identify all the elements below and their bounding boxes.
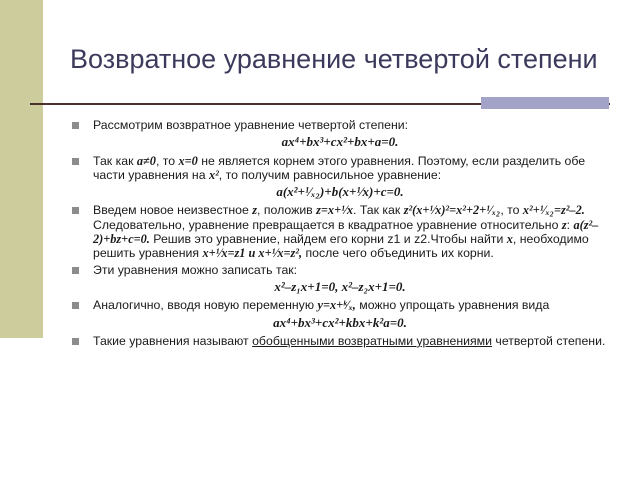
body-text: Решив это уравнение, найдем его корни z1 и z2.Чтобы найти xyxy=(149,232,507,247)
formula-text: x² xyxy=(208,167,219,182)
bullet-paragraph xyxy=(70,118,610,132)
formula-text: ax⁴+bx³+cx²+bx+a=0. xyxy=(281,134,399,150)
equation-line xyxy=(70,316,610,330)
body-text: , то получим равносильное уравнение: xyxy=(218,167,442,182)
bullet-paragraph xyxy=(70,203,610,260)
side-decoration-band xyxy=(0,0,43,338)
slide-title: Возвратное уравнение четвертой степени xyxy=(70,44,598,74)
equation-line xyxy=(70,135,610,149)
bullet-paragraph xyxy=(70,154,610,183)
formula-text: y=x+ᵏ⁄ₓ, xyxy=(317,298,356,313)
formula-text: x xyxy=(506,232,513,247)
body-text: не является корнем этого уравнения. Поэтому, если разделить обе части уравнения на xyxy=(93,153,586,182)
formula-text: z xyxy=(561,217,567,232)
body-text: Аналогично, вводя новую переменную xyxy=(93,298,318,313)
formula-text: x+¹⁄x=z1 и x+¹⁄x=z², xyxy=(202,246,303,261)
body-text: Следовательно, уравнение превращается в квадратное уравнение относительно xyxy=(93,217,562,232)
body-text: после чего объединить их корни. xyxy=(302,246,494,261)
formula-text: x=0 xyxy=(178,153,198,168)
body-text: Такие уравнения называют xyxy=(93,333,253,348)
formula-text: a≠0 xyxy=(136,153,156,168)
underlined-term: обобщенными возвратными уравнениями xyxy=(252,333,493,348)
body-text: , необходимо решить уравнения xyxy=(93,232,589,261)
formula-text: a(z²–2)+bz+c=0. xyxy=(93,217,599,247)
body-text: можно упрощать уравнения вида xyxy=(355,298,550,313)
formula-text: ax⁴+bx³+cx²+kbx+k²a=0. xyxy=(273,314,407,330)
formula-text: x²–z₁x+1=0, x²–z₂x+1=0. xyxy=(274,278,406,294)
bullet-paragraph xyxy=(70,334,610,348)
bullet-paragraph xyxy=(70,298,610,312)
body-text: : xyxy=(566,217,574,232)
body-text: , то xyxy=(155,153,179,168)
equation-line xyxy=(70,280,610,294)
title-divider-accent xyxy=(481,97,609,109)
body-text: Введем новое неизвестное xyxy=(93,203,253,218)
equation-line xyxy=(70,185,610,199)
body-text: Так как xyxy=(93,153,137,168)
body-text: четвертой степени. xyxy=(492,333,606,348)
formula-text: a(x²+¹⁄ₓ₂)+b(x+¹⁄x)+c=0. xyxy=(276,184,404,200)
body-text: , положив xyxy=(257,203,317,218)
body-text: Рассмотрим возвратное уравнение четвертой степени: xyxy=(93,118,409,132)
body-text: Эти уравнения можно записать так: xyxy=(93,262,298,277)
body-text: , то xyxy=(500,203,523,218)
bullet-paragraph xyxy=(70,263,610,277)
slide-body xyxy=(70,118,610,350)
formula-text: z=x+¹⁄x xyxy=(316,203,353,218)
formula-text: z²(x+¹⁄x)²=x²+2+¹⁄ₓ₂ xyxy=(403,203,501,218)
formula-text: z xyxy=(252,203,258,218)
body-text: . Так как xyxy=(352,203,404,218)
formula-text: x²+¹⁄ₓ₂=z²–2. xyxy=(522,203,585,218)
